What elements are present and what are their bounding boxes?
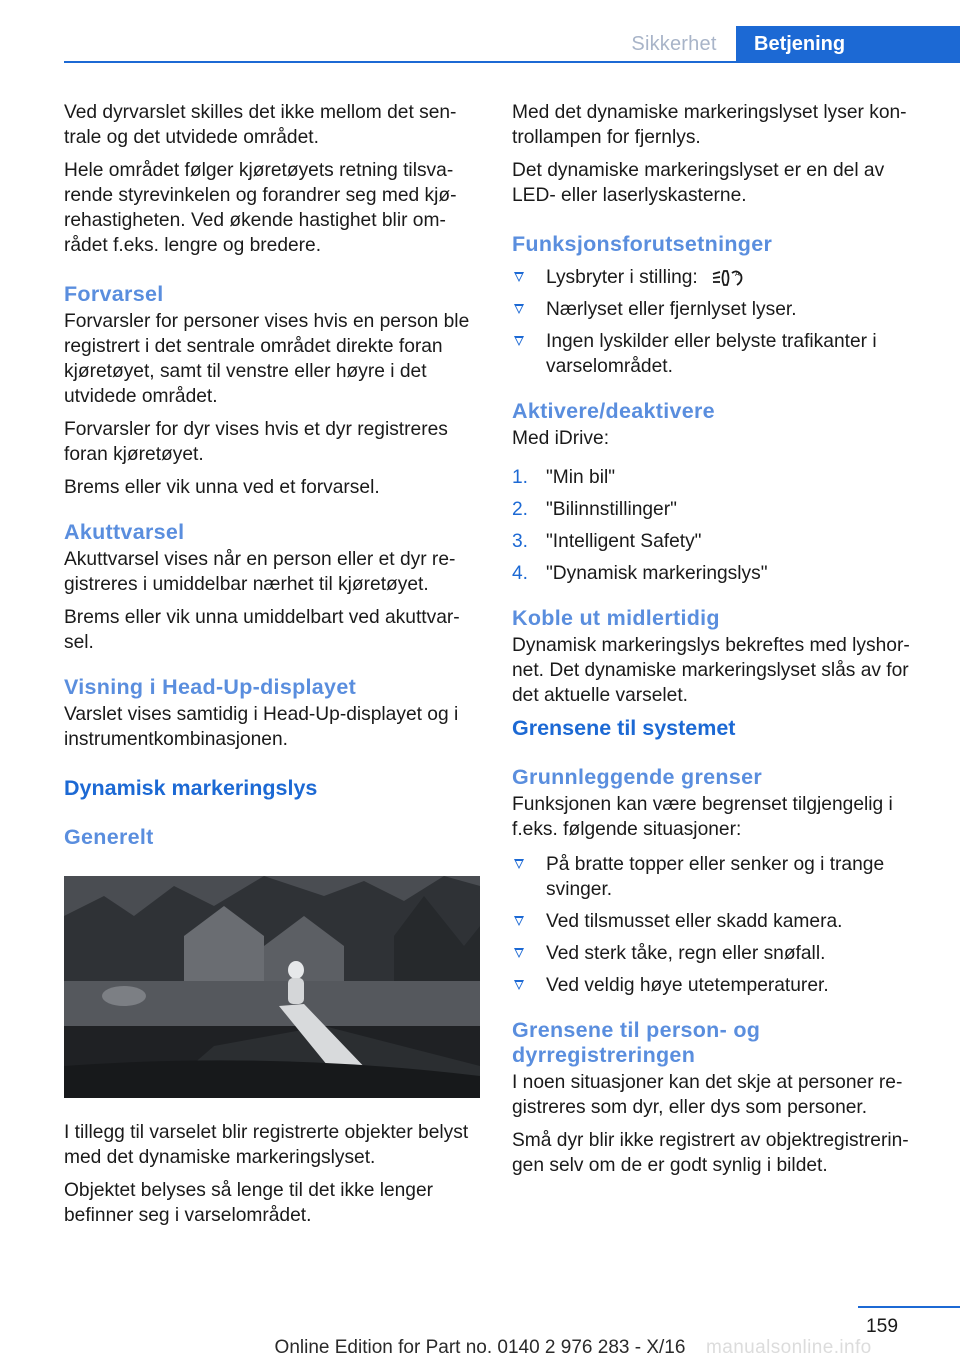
heading-koble-ut: Koble ut midlertidig — [512, 606, 720, 630]
heading-funksjonsforutsetninger: Funksjonsforutsetninger — [512, 232, 773, 256]
list-item — [512, 941, 928, 966]
paragraph: Ved dyrvarslet skilles det ikke mellom det sentrale og det utvidede området. — [64, 102, 457, 148]
paragraph: Med det dynamiske markeringslyset lyser kontrollampen for fjernlys. — [512, 102, 907, 148]
paragraph: Forvarsler for dyr vises hvis et dyr registreres foran kjøretøyet. — [64, 419, 448, 465]
heading-akuttvarsel: Akuttvarsel — [64, 520, 185, 544]
heading-head-up-display: Visning i Head-Up-displayet — [64, 675, 357, 699]
triangle-bullet-icon — [514, 336, 524, 346]
left-column — [64, 100, 480, 1236]
list-item-text: Ved tilsmusset eller skadd kamera. — [546, 911, 843, 932]
triangle-bullet-icon — [514, 272, 524, 282]
right-column — [512, 100, 928, 1186]
night-road-photo — [64, 876, 480, 1098]
list-item-text: "Bilinnstillinger" — [546, 499, 677, 520]
list-item — [512, 909, 928, 934]
paragraph: I tillegg til varselet blir registrerte objekter belyst med det dynamiske markeringslyset. — [64, 1122, 469, 1168]
heading-forvarsel: Forvarsel — [64, 282, 164, 306]
step-number: 3. — [512, 531, 529, 552]
paragraph: Hele området følger kjøretøyets retning tilsvarende styrevinkelen og forandrer seg med kjørehastigheten. Ved økende hastighet blir området f.eks. lengre og bredere. — [64, 160, 457, 256]
list-item-text: Ingen lyskilder eller belyste trafikanter i varselområdet. — [546, 331, 877, 377]
page-header — [0, 0, 960, 62]
heading-generelt: Generelt — [64, 825, 154, 849]
step-number: 1. — [512, 467, 529, 488]
paragraph: I noen situasjoner kan det skje at personer registreres som dyr, eller dys som personer. — [512, 1072, 903, 1118]
auto-headlight-switch-icon — [711, 267, 745, 289]
page-number: 159 — [865, 1316, 898, 1337]
list-item-text: Ved veldig høye utetemperaturer. — [546, 975, 829, 996]
triangle-bullet-icon — [514, 948, 524, 958]
list-item — [512, 852, 928, 902]
paragraph: Det dynamiske markeringslyset er en del av LED- eller laserlyskasterne. — [512, 160, 885, 206]
watermark: manualsonline.info — [706, 1337, 872, 1358]
paragraph: Dynamisk markeringslys bekreftes med lyshornet. Det dynamiske markeringslyset slås av for det aktuelle varselet. — [512, 635, 910, 706]
list-item — [512, 465, 928, 490]
triangle-bullet-icon — [514, 916, 524, 926]
paragraph: Funksjonen kan være begrenset tilgjengelig i f.eks. følgende situasjoner: — [512, 794, 893, 840]
list-item — [512, 265, 928, 290]
list-item — [512, 529, 928, 554]
list-item-text: "Dynamisk markeringslys" — [546, 563, 768, 584]
paragraph: Brems eller vik unna ved et forvarsel. — [64, 477, 380, 498]
heading-grunnleggende-grenser: Grunnleggende grenser — [512, 765, 763, 789]
triangle-bullet-icon — [514, 304, 524, 314]
list-item — [512, 329, 928, 379]
steps-list — [512, 465, 928, 586]
heading-grensene-til-systemet: Grensene til systemet — [512, 716, 736, 740]
step-number: 4. — [512, 563, 529, 584]
heading-grensene-person-dyr: Grensene til person- og dyrregistreringen — [512, 1018, 761, 1067]
list-item-text: Lysbryter i stilling: — [546, 267, 698, 288]
edition-note: Online Edition for Part no. 0140 2 976 283 - X/16 — [274, 1337, 686, 1358]
header-divider — [64, 61, 960, 63]
section-tab-betjening[interactable]: Betjening — [736, 26, 960, 62]
list-item-text: "Intelligent Safety" — [546, 531, 702, 552]
list-item — [512, 497, 928, 522]
list-item-text: Ved sterk tåke, regn eller snøfall. — [546, 943, 826, 964]
triangle-bullet-icon — [514, 980, 524, 990]
requirements-list — [512, 265, 928, 379]
list-item-text: Nærlyset eller fjernlyset lyser. — [546, 299, 797, 320]
section-tab-sikkerhet[interactable]: Sikkerhet — [631, 33, 717, 55]
paragraph: Forvarsler for personer vises hvis en person ble registrert i det sentrale området direkte foran kjøretøyet, samt til venstre eller høyre i det utvidede området. — [64, 311, 470, 407]
heading-aktivere-deaktivere: Aktivere/deaktivere — [512, 399, 715, 423]
list-item-text: "Min bil" — [546, 467, 616, 488]
limits-list — [512, 852, 928, 998]
paragraph: Akuttvarsel vises når en person eller et dyr registreres i umiddelbar nærhet til kjøretøyet. — [64, 549, 456, 595]
list-item — [512, 297, 928, 322]
list-item — [512, 973, 928, 998]
paragraph: Varslet vises samtidig i Head-Up-displayet og i instrumentkombinasjonen. — [64, 704, 459, 750]
paragraph: Objektet belyses så lenge til det ikke lenger befinner seg i varselområdet. — [64, 1180, 434, 1226]
triangle-bullet-icon — [514, 859, 524, 869]
list-item — [512, 561, 928, 586]
heading-dynamisk-markeringslys: Dynamisk markeringslys — [64, 776, 318, 800]
paragraph: Brems eller vik unna umiddelbart ved akuttvarsel. — [64, 607, 460, 653]
step-number: 2. — [512, 499, 529, 520]
footer-divider — [858, 1306, 960, 1308]
list-item-text: På bratte topper eller senker og i trange svinger. — [546, 854, 885, 900]
paragraph: Med iDrive: — [512, 428, 610, 449]
paragraph: Små dyr blir ikke registrert av objektregistreringen selv om de er godt synlig i bildet. — [512, 1130, 909, 1176]
svg-text:A: A — [735, 270, 740, 278]
